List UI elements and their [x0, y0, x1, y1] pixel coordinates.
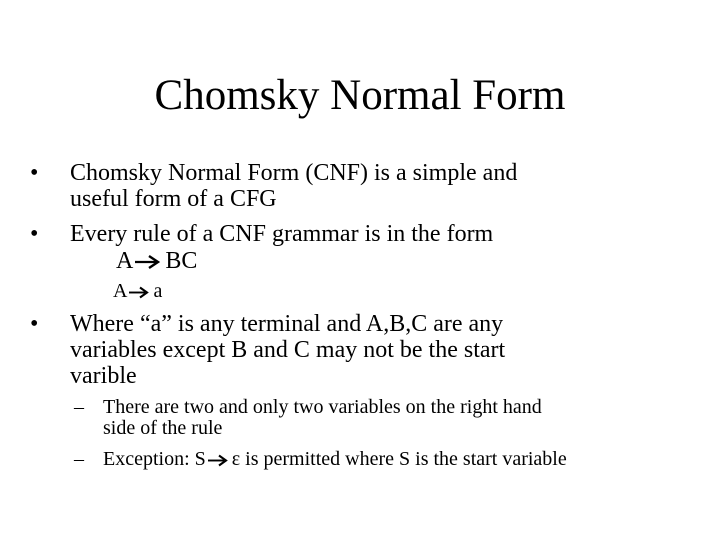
- bullet-text: [70, 311, 670, 389]
- arrow-right-icon: [207, 454, 231, 467]
- exception-label: Exception: S: [103, 448, 206, 470]
- rule-rhs: a: [153, 280, 163, 302]
- bullet-text: [70, 160, 670, 212]
- slide-title: Chomsky Normal Form: [154, 72, 566, 119]
- bullet-dot: •: [30, 311, 39, 337]
- bullet-line: Chomsky Normal Form (CNF) is a simple and: [70, 160, 518, 186]
- rule-lhs: A: [113, 280, 128, 302]
- sub-bullet-line: There are two and only two variables on the right hand: [103, 396, 542, 418]
- rule-lhs: A: [116, 248, 134, 274]
- production-rule: [116, 248, 197, 274]
- bullet-text: [70, 221, 670, 247]
- bullet-dot: •: [30, 221, 39, 247]
- bullet-line: useful form of a CFG: [70, 186, 277, 212]
- arrow-right-icon: [134, 254, 164, 270]
- bullet-dot: •: [30, 160, 39, 186]
- arrow-right-icon: [128, 286, 152, 299]
- sub-bullet-text: [103, 449, 693, 470]
- exception-text: is permitted where S is the start variable: [240, 448, 567, 470]
- sub-bullet-line: [103, 449, 693, 470]
- bullet-line: Where “a” is any terminal and A,B,C are any: [70, 311, 504, 337]
- sub-bullet-dash: –: [74, 396, 84, 418]
- sub-bullet-line: side of the rule: [103, 417, 223, 439]
- epsilon-symbol: ε: [231, 448, 241, 470]
- bullet-line: variables except B and C may not be the start: [70, 337, 506, 363]
- bullet-line: varible: [70, 363, 137, 389]
- production-rule: [113, 278, 162, 304]
- sub-bullet-dash: –: [74, 448, 84, 470]
- sub-bullet-text: [103, 397, 693, 439]
- bullet-line: Every rule of a CNF grammar is in the form: [70, 221, 494, 247]
- rule-rhs: BC: [165, 248, 198, 274]
